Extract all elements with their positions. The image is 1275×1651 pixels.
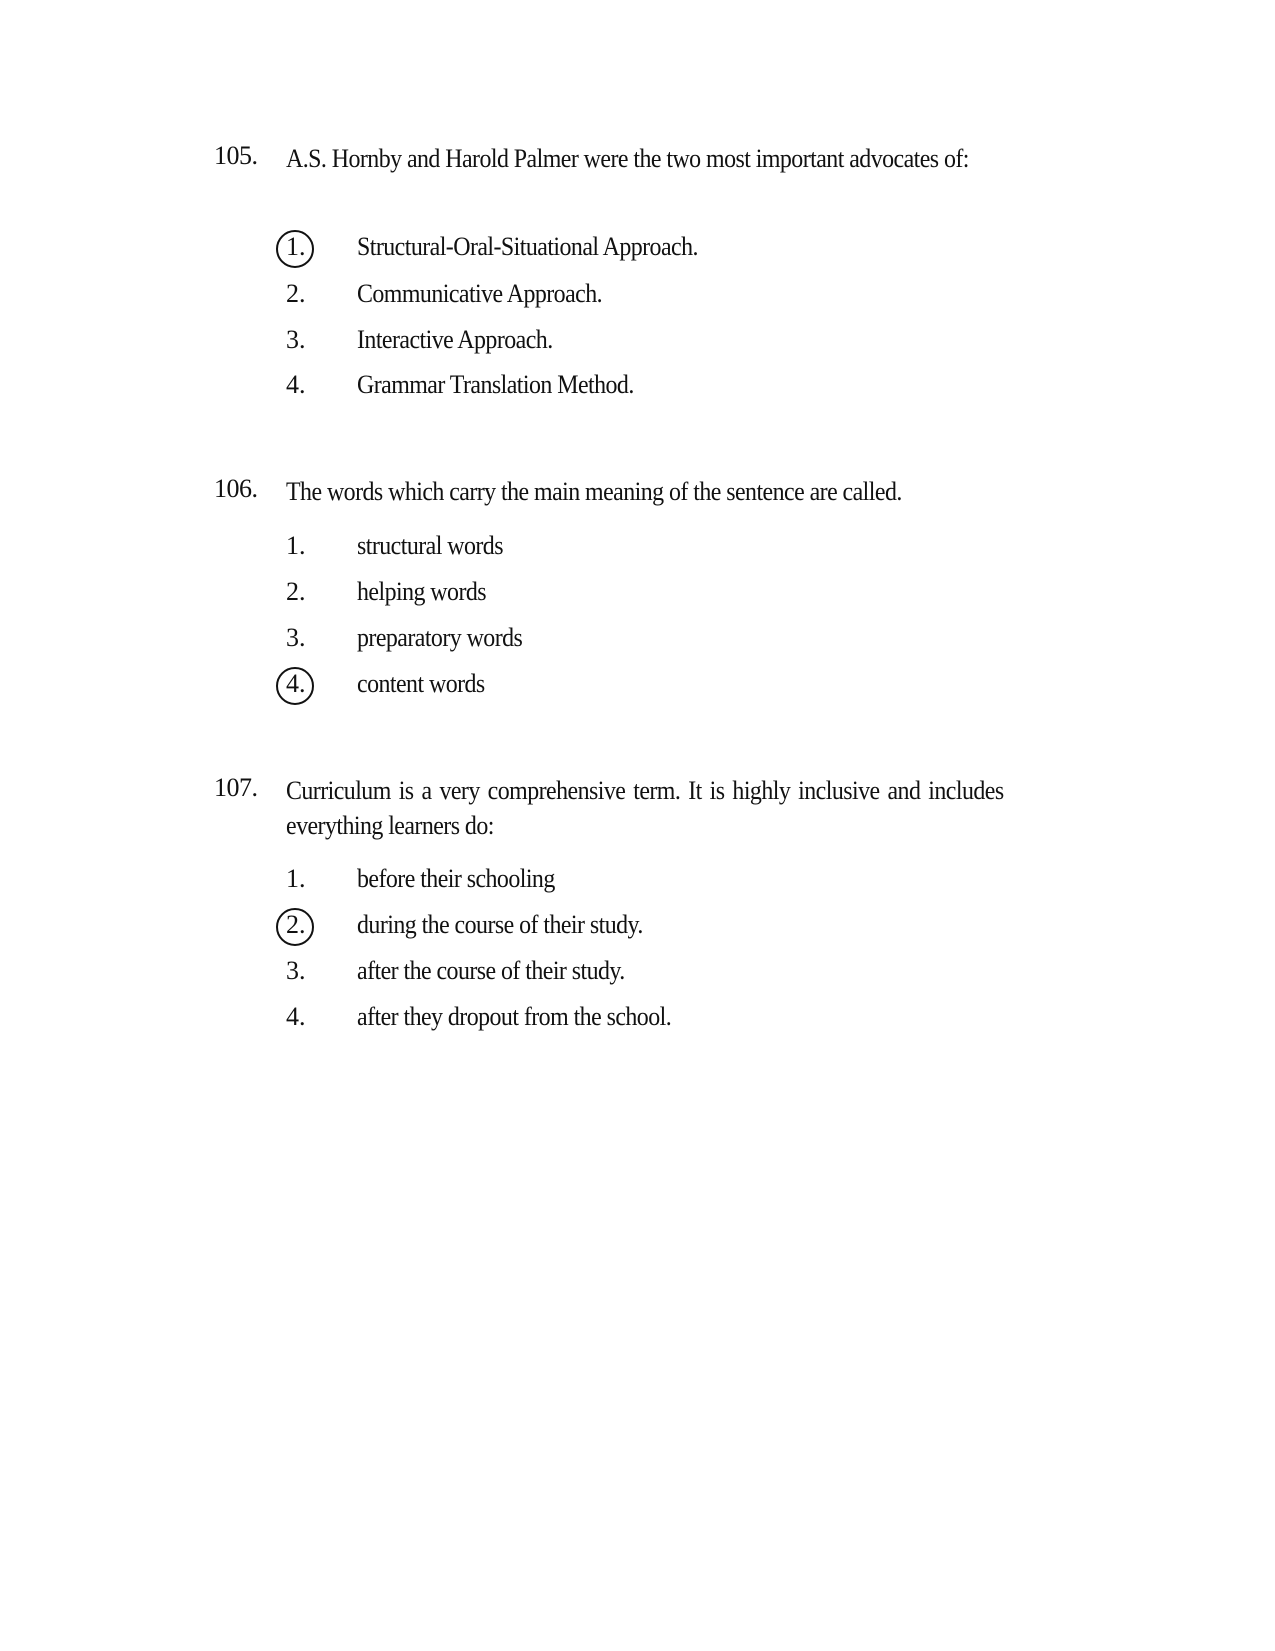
question-text: Curriculum is a very comprehensive term. It is highly inclusive and includes everything learners do: [286, 776, 1004, 840]
question-106 [214, 474, 1054, 714]
option-text: Communicative Approach. [357, 279, 603, 308]
option-number: 1. [286, 531, 306, 560]
option-number: 2. [286, 577, 306, 606]
question-number: 106. [214, 474, 258, 503]
question-text: A.S. Hornby and Harold Palmer were the two most important advocates of: [286, 144, 969, 173]
option-number: 3. [286, 623, 306, 652]
option-number-circled: 1. [286, 232, 322, 262]
question-text: The words which carry the main meaning of the sentence are called. [286, 477, 902, 506]
option-number: 2. [286, 279, 306, 308]
option-number-circled: 4. [286, 669, 322, 699]
option-text: before their schooling [357, 864, 555, 893]
option-number: 4. [286, 1002, 306, 1031]
option-text: helping words [357, 577, 487, 606]
question-105 [214, 141, 1054, 411]
option-text: preparatory words [357, 623, 523, 652]
question-number: 107. [214, 773, 258, 802]
option-number: 1. [286, 864, 306, 893]
option-text: Grammar Translation Method. [357, 370, 634, 399]
question-number: 105. [214, 141, 258, 170]
option-number: 3. [286, 956, 306, 985]
option-text: during the course of their study. [357, 910, 643, 939]
question-107 [214, 773, 1054, 1043]
option-number: 4. [286, 370, 306, 399]
option-text: after the course of their study. [357, 956, 625, 985]
option-text: after they dropout from the school. [357, 1002, 672, 1031]
option-text: Interactive Approach. [357, 325, 553, 354]
option-text: structural words [357, 531, 503, 560]
option-text: content words [357, 669, 485, 698]
option-number-circled: 2. [286, 910, 322, 940]
option-number: 3. [286, 325, 306, 354]
option-text: Structural-Oral-Situational Approach. [357, 232, 698, 261]
